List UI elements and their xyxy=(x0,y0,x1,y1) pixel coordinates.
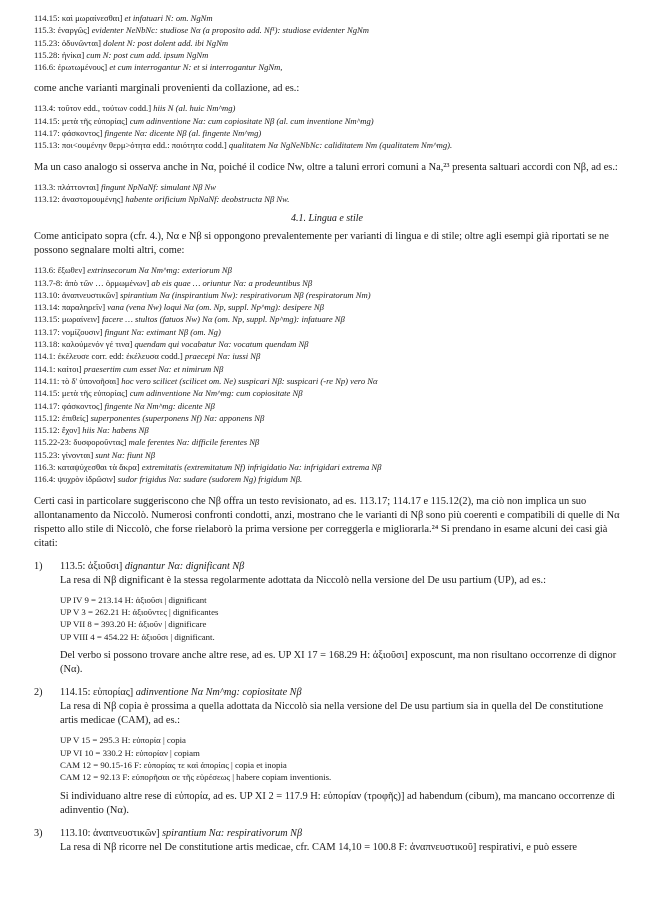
example-line: UP IV 9 = 213.14 H: ἀξιοῦσι | dignificant xyxy=(60,594,207,605)
item-after: Del verbo si possono trovare anche altre rese, ad es. UP XI 17 = 168.29 H: ἀξιοῦσι] exposcunt, ma non risultano occorrenze di dignor (Nα). xyxy=(60,650,617,676)
example-line: UP V 15 = 295.3 H: εὐπορία | copia xyxy=(60,735,186,746)
apparatus-line: 115.22-23: δυσφοροῦντας] male ferentes Nα: difficile ferentes Nβ xyxy=(34,437,260,448)
paragraph: Come anticipato sopra (cfr. 4.), Nα e Nβ si oppongono prevalentemente per varianti di lingua e di stile; oltre agli esempi già riportati se ne possono segnalare molti altri, come: xyxy=(34,231,609,257)
apparatus-line: 113.4: τοῦτον edd., τούτων codd.] hiis N (al. huic Nm^mg) xyxy=(34,103,236,114)
apparatus-line: 113.6: ἔξωθεν] extrinsecorum Nα Nm^mg: exteriorum Nβ xyxy=(34,265,232,276)
paragraph: Ma un caso analogo si osserva anche in Nα, poiché il codice Nw, oltre a taluni errori comuni a Na,²³ presenta saltuari accordi con Nβ, ad es.: xyxy=(34,161,618,173)
apparatus-line: 113.7-8: ἀπὸ τῶν … ὁρμωμένων] ab eis quae … oriuntur Nα: a prodeuntibus Nβ xyxy=(34,277,313,288)
apparatus-line: 115.12: ἔχον] hiis Nα: habens Nβ xyxy=(34,425,149,436)
numbered-item-3 xyxy=(34,827,620,855)
apparatus-block-2 xyxy=(34,102,620,151)
apparatus-line: 114.17: φάσκοντος] fingente Nα Nm^mg: dicente Nβ xyxy=(34,400,215,411)
apparatus-line: 114.11: τὸ δ' ὑπονοῆσαι] hoc vero scilicet (scilicet om. Ne) suspicari Nβ: suspicari (-re Np) vero Nα xyxy=(34,375,378,386)
item-intro: La resa di Nβ ricorre nel De constitutione artis medicae, cfr. CAM 14,10 = 100.8 F: ἀναπνευστικοῦ] respirativi, e può essere xyxy=(60,841,578,853)
example-line: UP VII 8 = 393.20 H: ἀξιοῦν | dignificare xyxy=(60,619,207,630)
example-line: UP VI 10 = 330.2 H: εὐπορίαν | copiam xyxy=(60,747,200,758)
numbered-item-2 xyxy=(34,686,620,818)
apparatus-line: 115.28: ἠνίκα] cum N: post cum add. ipsum NgNm xyxy=(34,49,209,60)
apparatus-line: 114.15: μετὰ τῆς εὐπορίας] cum adinventione Nα Nm^mg: cum copiositate Nβ xyxy=(34,388,303,399)
apparatus-line: 115.23: ὀδυνῶνται] dolent N: post dolent add. ibi NgNm xyxy=(34,37,229,48)
apparatus-line: 115.12: ἐπιθείς] superponentes (superponens Nf) Nα: apponens Nβ xyxy=(34,412,265,423)
paragraph: come anche varianti marginali provenienti da collazione, ad es.: xyxy=(34,83,300,95)
apparatus-line: 115.3: ἐναργῶς] evidenter NeNbNc: studiose Nα (a proposito add. Nf¹): studiose evidenter NgNm xyxy=(34,25,369,36)
section-title: 4.1. Lingua e stile xyxy=(291,213,363,225)
apparatus-line: 113.17: νομίζουσιν] fingunt Nα: extimant Nβ (om. Ng) xyxy=(34,326,221,337)
item-intro: La resa di Nβ dignificant è la stessa regolarmente adottata da Niccolò nella versione del De usu partium (UP), ad es.: xyxy=(60,574,546,586)
page xyxy=(34,12,620,855)
item-heading: 2) 114.15: εὐπορίας] adinventione Nα Nm^mg: copiositate Nβ xyxy=(34,687,302,699)
apparatus-line: 116.6: ἐρωτωμένους] et cum interrogantur N: et si interrogantur NgNm, xyxy=(34,62,283,73)
apparatus-block-4 xyxy=(34,264,620,485)
paragraph: Certi casi in particolare suggeriscono che Nβ offra un testo revisionato, ad es. 113.17; 114.17 e 115.12(2), ma ciò non implica un suo allontanamento da Niccolò. Numerosi confronti condotti, anzi, mostrano che le varianti di Nβ sono più coerenti e compatibili di quelle di Nα rispetto allo stile di Niccolò, che forse rielaborò la prima versione per correggerla e migliorarla.²⁴ Si prendano in esame alcuni dei casi già citati: xyxy=(34,495,620,549)
apparatus-line: 114.17: φάσκοντος] fingente Nα: dicente Nβ (al. fingente Nm^mg) xyxy=(34,128,262,139)
apparatus-line: 113.18: καλούμενόν γέ τινα] quendam qui vocabatur Nα: vocatum quendam Nβ xyxy=(34,339,309,350)
apparatus-line: 113.3: πλάττονται] fingunt NpNaNf: simulant Nβ Nw xyxy=(34,181,217,192)
apparatus-line: 116.4: ψυχρὸν ἱδρῶσιν] sudor frigidus Nα: sudare (sudorem Ng) frigidum Nβ. xyxy=(34,474,303,485)
apparatus-line: 113.14: παραληρεῖν] vana (vena Nw) loqui Nα (om. Np, suppl. Np^mg): desipere Nβ xyxy=(34,302,324,313)
example-line: CAM 12 = 92.13 F: εὐπορῆσαι σε τῆς εὑρέσεως | habere copiam inventionis. xyxy=(60,772,332,783)
apparatus-line: 115.13: ποι<ουμένην θερμ>ότητα edd.: ποιότητα codd.] qualitatem Nα NgNeNbNc: caliditatem Nm (qualitatem Nm^mg). xyxy=(34,140,453,151)
example-line: CAM 12 = 90.15-16 F: εὐπορίας τε καὶ ἀπορίας | copia et inopia xyxy=(60,760,287,771)
apparatus-line: 114.1: καίτοι] praesertim cum esset Nα: et nimirum Nβ xyxy=(34,363,224,374)
apparatus-block-1 xyxy=(34,12,620,73)
apparatus-line: 116.3: καταψύχεσθαι τὰ ἄκρα] extremitatis (extremitatum Nf) infrigidatio Nα: infrigidari extrema Nβ xyxy=(34,462,382,473)
item-after: Si individuano altre rese di εὐπορία, ad es. UP XI 2 = 117.9 H: εὐπορίαν (τροφῆς)] ad habendum (cibum), ma mancano occorrenze di adinventio (Nα). xyxy=(60,790,616,816)
item-intro: La resa di Nβ copia è prossima a quella adottata da Niccolò sia nella versione del De usu partium sia in quella del De constitutione artis medicae (CAM), ad es.: xyxy=(60,701,604,727)
apparatus-line: 114.1: ἐκέλευσε corr. edd: ἐκέλευσα codd.] praecepi Nα: iussi Nβ xyxy=(34,351,261,362)
apparatus-line: 114.15: καὶ μωραίνεσθαι] et infatuari N: om. NgNm xyxy=(34,13,213,23)
numbered-item-1 xyxy=(34,560,620,678)
apparatus-line: 113.15: μωραίνειν] facere … stultos (fatuos Nw) Nα (om. Np, suppl. Np^mg): infatuare Nβ xyxy=(34,314,345,325)
item-heading: 3) 113.10: ἀναπνευστικῶν] spirantium Nα: respirativorum Nβ xyxy=(34,827,303,839)
apparatus-block-3 xyxy=(34,181,620,206)
item-heading: 1) 113.5: ἀξιοῦσι] dignantur Nα: dignificant Nβ xyxy=(34,560,245,572)
apparatus-line: 113.10: ἀναπνευστικῶν] spirantium Nα (inspirantium Nw): respirativorum Nβ (respiratorum Nm) xyxy=(34,289,371,300)
apparatus-line: 113.12: ἀναστομουμένης] habente orificium NpNaNf: deobstructa Nβ Nw. xyxy=(34,193,290,204)
example-line: UP VIII 4 = 454.22 H: ἀξιοῦσι | dignificant. xyxy=(60,631,215,642)
apparatus-line: 114.15: μετὰ τῆς εὐπορίας] cum adinventione Nα: cum copiositate Nβ (al. cum inventione Nm^mg) xyxy=(34,115,374,126)
example-line: UP V 3 = 262.21 H: ἀξιοῦντες | dignificantes xyxy=(60,607,219,618)
apparatus-line: 115.23: γίνονται] sunt Nα: fiunt Nβ xyxy=(34,449,155,460)
